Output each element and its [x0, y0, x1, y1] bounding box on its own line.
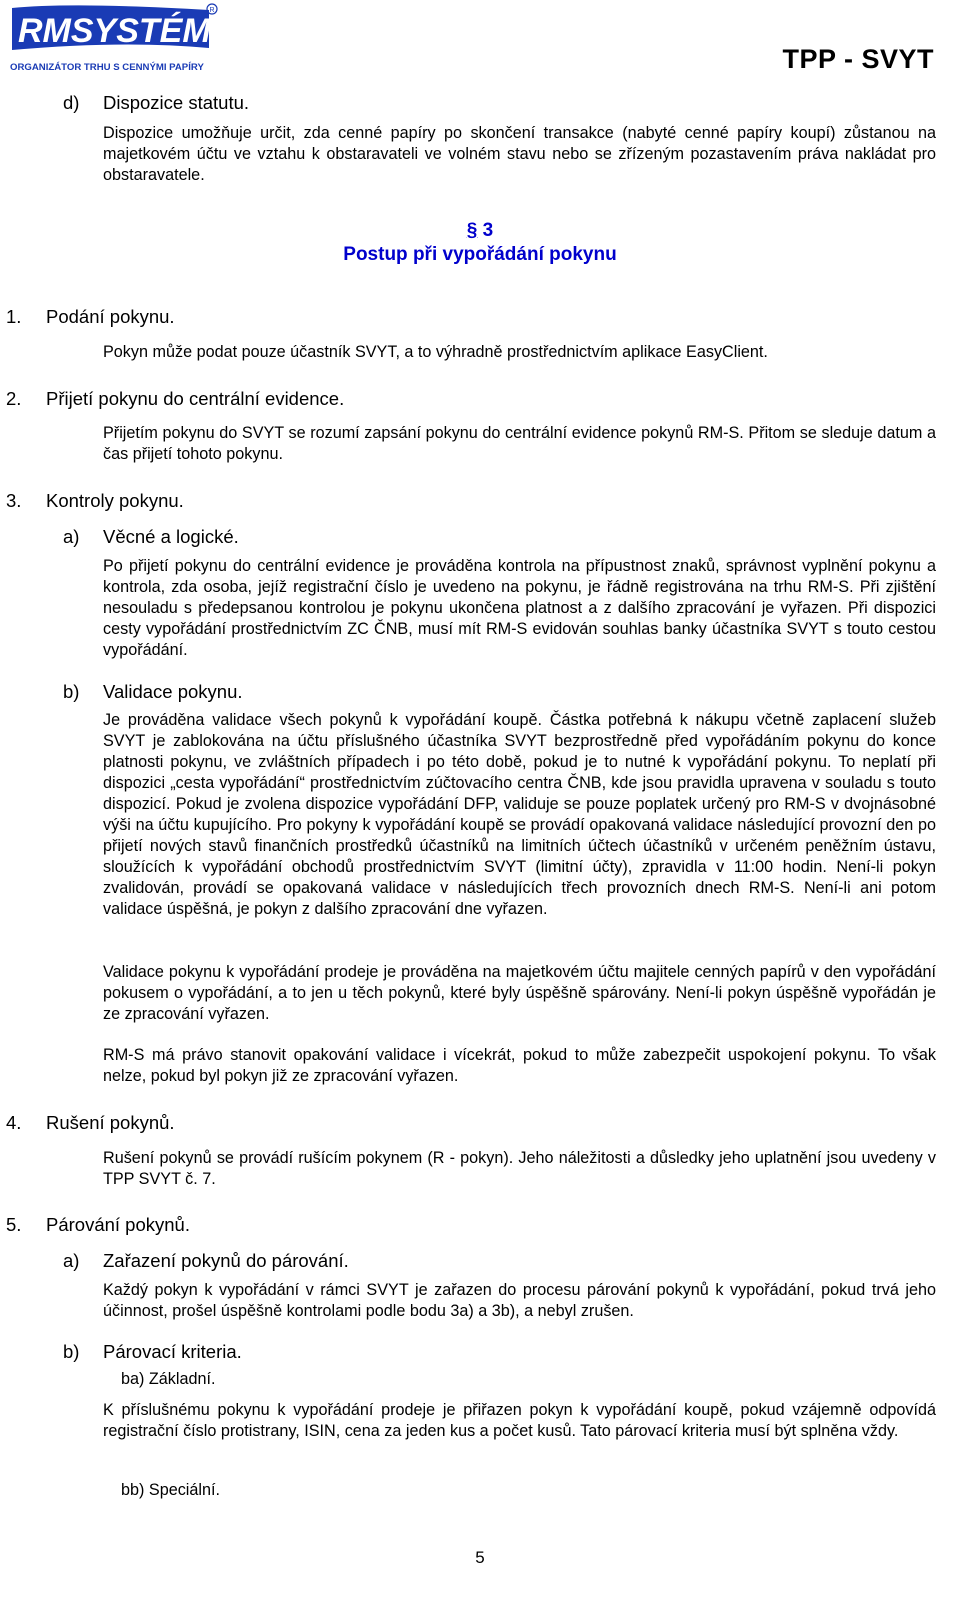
- item-5a-heading: a) Zařazení pokynů do párování.: [63, 1250, 349, 1271]
- item-3b-text-3: RM-S má právo stanovit opakování validace i vícekrát, pokud to může zabezpečit uspokojení pokynu. To však nelze, pokud byl pokyn již ze zpracování vyřazen.: [103, 1046, 936, 1085]
- item-5ba-text: K příslušnému pokynu k vypořádání prodeje je přiřazen pokyn k vypořádání koupě, pokud vzájemně odpovídá registrační číslo protistrany, ISIN, cena za jeden kus a počet kusů. Tato párovací kriteria musí být splněna vždy.: [103, 1401, 936, 1440]
- item-4-text: Rušení pokynů se provádí rušícím pokynem (R - pokyn). Jeho náležitosti a důsledky jeho uplatnění jsou uvedeny v TPP SVYT č. 7.: [103, 1149, 936, 1188]
- item-4-heading: 4. Rušení pokynů.: [6, 1112, 175, 1133]
- item-2-heading: 2. Přijetí pokynu do centrální evidence.: [6, 388, 345, 409]
- item-1-text: Pokyn může podat pouze účastník SVYT, a to výhradně prostřednictvím aplikace EasyClient.: [103, 343, 768, 361]
- document-code: TPP - SVYT: [782, 44, 934, 74]
- section-d-text: Dispozice umožňuje určit, zda cenné papíry po skončení transakce (nabyté cenné papíry koupí) zůstanou na majetkovém účtu ve vztahu k obstaravateli ve volném stavu nebo se zřízeným pozastavením práva nakládat pro obstaravatele.: [103, 124, 936, 184]
- logo-wordmark: RMSYSTÉM: [18, 12, 211, 50]
- item-3a-heading: a) Věcné a logické.: [63, 526, 239, 547]
- paragraph-number: § 3: [466, 220, 494, 241]
- paragraph-title: Postup při vypořádání pokynu: [343, 244, 617, 265]
- item-5-heading: 5. Párování pokynů.: [6, 1214, 190, 1235]
- item-5a-text: Každý pokyn k vypořádání v rámci SVYT je zařazen do procesu párování pokynů k vypořádání, pokud trvá jeho účinnost, prošel úspěšně kontrolami podle bodu 3a) a 3b), a nebyl zrušen.: [103, 1281, 936, 1320]
- section-d-heading: d) Dispozice statutu.: [63, 92, 250, 113]
- item-3-heading: 3. Kontroly pokynu.: [6, 490, 184, 511]
- page-number: 5: [475, 1548, 485, 1567]
- logo-tagline: ORGANIZÁTOR TRHU S CENNÝMI PAPÍRY: [10, 62, 204, 73]
- item-5ba-heading: ba) Základní.: [121, 1370, 216, 1388]
- item-2-text: Přijetím pokynu do SVYT se rozumí zapsání pokynu do centrální evidence pokynů RM-S. Přitom se sleduje datum a čas přijetí tohoto pokynu.: [103, 424, 936, 463]
- svg-text:R: R: [209, 7, 215, 14]
- item-3b-text-2: Validace pokynu k vypořádání prodeje je prováděna na majetkovém účtu majitele cenných papírů v den vypořádání pokusem o vypořádání, a to jen u těch pokynů, které byly úspěšně spárovány. Není-li pokyn úspěšně vypořádán je ze zpracování vyřazen.: [103, 963, 936, 1023]
- item-5bb-heading: bb) Speciální.: [121, 1481, 220, 1499]
- item-3b-text-1: Je prováděna validace všech pokynů k vypořádání koupě. Částka potřebná k nákupu včetně zaplacení služeb SVYT je zablokována na účtu příslušného účastníka SVYT bezprostředně před vypořádáním pokynu do konce platnosti pokynu, ve zvláštních případech i po této době, pokud je to nutné k vypořádání pokynu. To neplatí při dispozici „cesta vypořádání“ prostřednictvím zúčtovacího centra ČNB, kde jsou pravidla upravena v souladu s touto dispozicí. Pokud je zvolena dispozice vypořádání DFP, validuje se pouze poplatek určený pro RM-S v dvojnásobné výši na účtu kupujícího. Pro pokyny k vypořádání koupě se provádí opakovaná validace následující provozní den po přijetí nových stavů finančních prostředků účastníků na limitních účtech účastníků v určeném peněžním ústavu, sloužících k vypořádání obchodů prostřednictvím SVYT (limitní účty), zpravidla v 11:00 hodin. Není-li pokyn zvalidován, provádí se opakovaná validace v následujících třech provozních dnech RM-S. Není-li ani potom validace úspěšná, je pokyn z dalšího zpracování dne vyřazen.: [103, 711, 936, 918]
- item-5b-heading: b) Párovací kriteria.: [63, 1341, 242, 1362]
- item-1-heading: 1. Podání pokynu.: [6, 306, 175, 327]
- company-logo: [4, 0, 224, 76]
- item-3b-heading: b) Validace pokynu.: [63, 681, 243, 702]
- item-3a-text: Po přijetí pokynu do centrální evidence je prováděna kontrola na přípustnost znaků, správnost vyplnění pokynu a kontrola, zda osoba, jejíž registrační číslo je uvedeno na pokynu, je řádně registrována na trhu RM-S. Při zjištění nesouladu s předepsanou kontrolou je pokynu ukončena platnost a z dalšího zpracování je vyřazen. Při dispozici cesty vypořádání prostřednictvím ZC ČNB, musí mít RM-S evidován souhlas banky účastníka SVYT s touto cestou vypořádání.: [103, 557, 936, 659]
- logo-graphic: [4, 0, 224, 76]
